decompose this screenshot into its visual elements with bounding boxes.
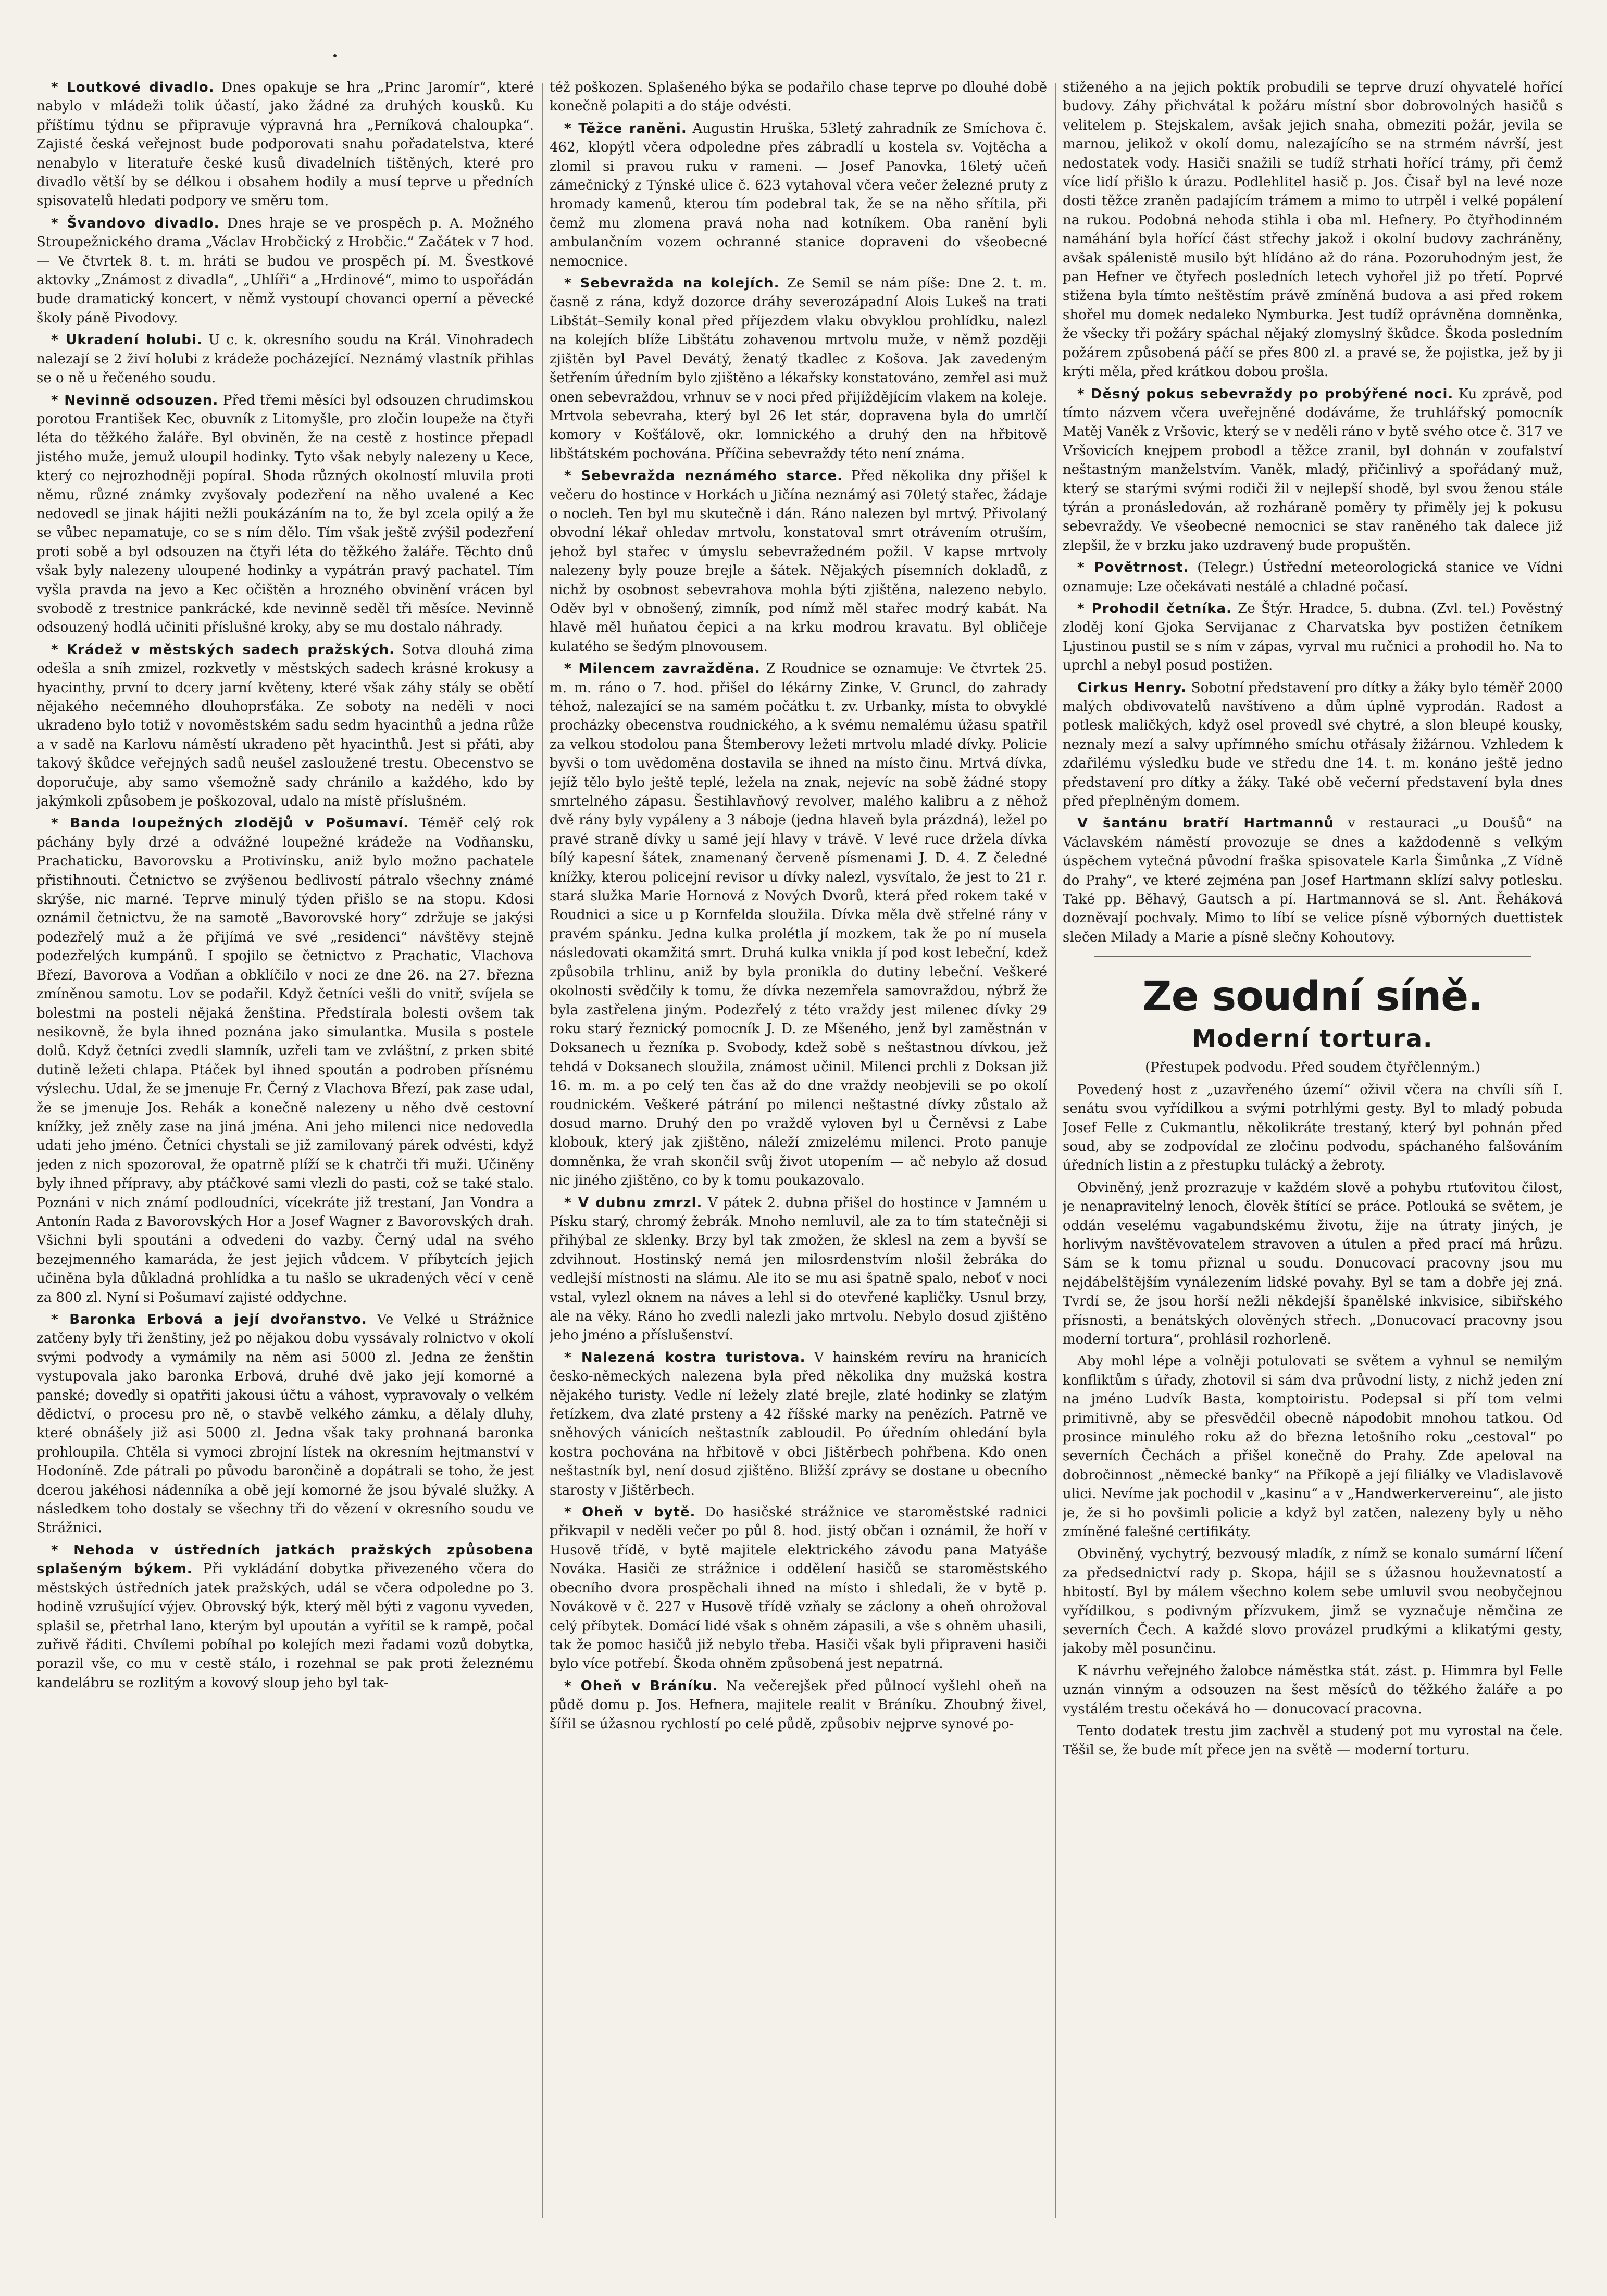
news-headline: * Oheň v Bráníku. [564, 1678, 718, 1694]
news-headline: * Prohodil četníka. [1077, 600, 1232, 617]
news-headline: * Sebevražda na kolejích. [564, 275, 780, 292]
article-title: Moderní tortura. [1192, 1024, 1434, 1053]
news-headline: * Švandovo divadlo. [51, 215, 220, 231]
news-headline: * Těžce raněni. [564, 120, 687, 136]
news-body: Ve Velké u Strážnice zatčeny byly tři ženštiny, jež po nějakou dobu vyssávaly rolnictvo v okolí svými podvody a vymámily na něm asi 5000 zl. Jedna ze ženštin vystupovala jako baronka Erbová, druhé dvě jako její komorné a panské; dovedly si opatřiti jakousi účtu a váhost, vypravovaly o velkém dědictví, o procesu pro ně, o stavbě velkého zámku, a dělaly dluhy, které obnášely již asi 5000 zl. Jedna však taky prohnaná baronka prohloupila. Chtěla si vymoci zbrojní lístek na okresním hejtmanství v Hodoníně. Zde pátrali po původu barončině a dopátrali se toho, že jest dcerou jakéhosi nádenníka a obě její komorné že jsou bývalé služky. A následkem toho dostaly se všechny tři do vězení v okresního soudu ve Strážnici. [36, 1312, 534, 1536]
news-body: Ze Semil se nám píše: Dne 2. t. m. časně z rána, když dozorce dráhy severozápadní Alois Lukeš na trati Libštát–Semily konal před příjezdem vlaku obvyklou prohlídku, nalezl na kolejích blíže Libštátu zohavenou mrtvolu muže, v němž později zjištěn byl Pavel Devátý, ženatý tkadlec z Košova. Jak zavedeným šetřením úředním bylo zjištěno a lékařsky konstatováno, zemřel asi muž onen sebevraždou, vrhnuv se v noci před přijíždějícím vlakem na koleje. Mrtvola sebevraha, který byl 26 let stár, dopravena byla do umrlčí komory v Košťálově, okr. lomnického a druhý den na hřbitově libštátském pochována. Příčina sebevraždy této není známa. [550, 275, 1047, 462]
news-item [36, 214, 534, 328]
news-item [550, 274, 1047, 463]
news-body: Před několika dny přišel k večeru do hostince v Horkách u Jičína neznámý asi 70letý stařec, žádaje o nocleh. Ten byl mu skutečně i dán. Ráno nalezen byl mrtvý. Přivolaný obvodní lékař ohledav mrtvolu, konstatoval smrt otrávením otruším, jehož byl stařec v úmyslu sebevražedném požil. V kapse mrtvoly nalezeny byly pouze brejle a šátek. Nějakých písemních dokladů, z nichž by osobnost sebevrahova mohla býti zjištěna, nalezeno nebylo. Oděv byl v obnošený, zimník, pod nímž měl stařec modrý kabát. Na hlavě měl huňatou čepici a na krku modrou kravatu. Byl obličeje kulatého se šedým plnovousem. [550, 468, 1047, 655]
news-headline: * Krádež v městských sadech pražských. [51, 642, 395, 658]
article-paragraph: Povedený host z „uzavřeného území“ oživil včera na chvíli síň I. senátu svou vyřídilkou a svými potrhlými gesty. Byl to mladý pobuda Josef Felle z Cukmantlu, několikráte trestaný, který byl pohnán před soud, aby se zodpovídal ze zločinu podvodu, spáchaného falšováním úředních listin a z přestupku tulácký a žebroty. [1063, 1082, 1563, 1174]
news-body: V pátek 2. dubna přišel do hostince v Jamném u Písku starý, chromý žebrák. Mnoho nemluvil, ale za to tím statečněji si přihýbal ze sklenky. Brzy byl tak zmožen, že sklesl na zem a byvší se zdvihnout. Hostinský nemá jen milosrdenstvím nlošil žebráka do vedlejší místnosti na slámu. Ale ito se mu asi špatně spalo, neboť v noci vstal, vylezl oknem na náves a lehl si do otevřené kapličky. Usnul brzy, ale na věky. Ráno ho zvedli nalezli jako mrtvolu. Nebylo dosud zjištěno jeho jméno a příslušenství. [550, 1195, 1047, 1344]
article-paragraph: K návrhu veřejného žalobce náměstka stát. zást. p. Himmra byl Felle uznán vinným a odsouzen na šest měsíců do těžkého žaláře a po vystálém trestu očekává ho — donucovací pracovna. [1063, 1663, 1563, 1717]
news-headline: V šantánu bratří Hartmannů [1077, 815, 1335, 832]
news-headline: * Nehoda v ústředních jatkách pražských způsobena splašeným býkem. [36, 1542, 534, 1577]
news-body: Na večerejšek před půlnocí vyšlehl oheň na půdě domu p. Jos. Hefnera, majitele realit v Bráníku. Zhoubný živel, šířil se úžasnou rychlostí po celé půdě, způsobiv nejprve synové po- [550, 1678, 1047, 1732]
article-paragraph: Obviněný, jenž prozrazuje v každém slově a pohybu rtuťovitou čilost, je nenapravitelný lenoch, člověk štítící se práce. Potlouká se světem, je oddán veselému vagabundskému životu, žije na útraty jiných, je horlivým navštěvovatelem stravoven a útulen a před prací má hrůzu. Sám se k tomu přiznal u soudu. Donucovací pracovny jsou mu nejdábelštějším vynálezením lidské povahy. Byl se tam a dobře jej zná. Tvrdí se, že jsou horší nežli někdejší španělské inkvisice, sibiřského přísnosti, a benátských olověných střech. „Donucovací pracovny jsou moderní tortura“, prohlásil rozhorleně. [1063, 1180, 1563, 1347]
article-paragraph: Obviněný, vychytrý, bezvousý mladík, z nímž se konalo sumární líčení za předsednictví rady p. Skopa, hájil se s úžasnou houževnatostí a hbitostí. Byl by málem všechno kolem sebe umluvil svou neobyčejnou vyřídilkou, s podivným přízvukem, jimž se vyznačuje němčina ze severních Čech. A každé slovo provázel prudkými a klikatými gesty, jakoby měl posunčinu. [1063, 1546, 1563, 1657]
news-item [550, 1677, 1047, 1734]
news-item [550, 1348, 1047, 1500]
news-body: Do hasičské strážnice ve staroměstské radnici přikvapil v neděli večer po půl 8. hod. jistý občan i oznámil, že hoří v Husově třídě, v bytě majitele elektrického závodu pana Matyáše Nováka. Hasiči ze strážnice i oddělení hasičů se staroměstského obecního dvora prospěchali ihned na místo i shledali, že v bytě p. Novákově v č. 227 v Husově třídě vzňaly se záclony a oheň ohrožoval celý příbytek. Domácí lidé však s ohněm zápasili, a vše s ohněm uhasili, tak že pomoc hasičů již nebylo třeba. Hasiči však byli připraveni hasiči bylo více potřebí. Škoda ohněm způsobená jest nepatrná. [550, 1504, 1047, 1672]
news-headline: * Loutkové divadlo. [51, 80, 215, 95]
news-body: V hainském revíru na hranicích česko-německých nalezena byla před několika dny mužská kostra nějakého turisty. Vedle ní ležely zlaté brejle, zlaté hodinky se zlatým řetízkem, dva zlaté prsteny a 42 říšské marky na penězích. Patrně ve sněhových vánicích neštastník zabloudil. Po úředním ohledání byla kostra pochována na hřbitově v obci Jištěrbech pohřbena. Kdo onen neštastník byl, není dosud zjištěno. Bližší zprávy se dostane u obecního starosty v Jištěrbech. [550, 1349, 1047, 1498]
news-body: Ku zprávě, pod tímto názvem včera uveřejněné dodáváme, že truhlářský pomocník Matěj Vaněk z Vršovic, který se v neděli ráno v bytě svého otce č. 317 ve Vršovicích knejpem probodl a těžce zranil, byl dohnán v zoufalství neštastným manželstvím. Vaněk, mladý, přičinlivý a spořádaný muž, který se starými svými rodiči žil v nejlepší shodě, byl svou ženou stále týrán a pronásledován, až rozháraně poměry ty přiměly jej k pokusu sebevraždy. Ve všeobecné nemocnici se stav raněného tak dalece již zlepšil, že v brzku jako uzdravený bude propuštěn. [1063, 386, 1563, 554]
news-item [1063, 78, 1563, 382]
news-item [1063, 814, 1563, 947]
court-article [1063, 1081, 1563, 1760]
news-body: Téměř celý rok páchány byly drzé a odvážné loupežné krádeže na Vodňansku, Prachaticku, Bavorovsku a Protivínsku, aniž bylo možno pachatele přistihnouti. Četnictvo se zvýšenou bedlivostí pátralo všechny známé skrýše, nic marné. Teprve minulý týden přišlo se na stopu. Kdosi oznámil četnictvu, že na samotě „Bavorovské hory“ zdržuje se jakýsi podezřelý muž a že přijímá ve své „residenci“ návštěvy stejně podezřelých kumpánů. I spojilo se četnictvo z Prachatic, Vlachova Březí, Bavorova a Vodňan a obklíčilo v noci ze dne 26. na 27. března zmíněnou samotu. Lov se podařil. Když četníci vešli do vnitř, svíjela se bolestmi na posteli nějaká ženština. Předstírala bolesti ovšem tak nesikovně, že byla ihned poznána jako simulantka. Musila s postele dolů. Když četníci zvedli slamník, uzřeli tam ve zvláštní, z prken sbité dutině ležeti chlapa. Ptáček byl ihned spoután a podroben přísnému výslechu. Udal, že se jmenuje Fr. Černý z Vlachova Březí, pak zase udal, že se jmenuje Jos. Rehák a konečně nalezeny u něho dvě cestovní knížky, jež zněly zase na jiná jména. Ani jeho milenci nice nedovedla udati jeho jméno. Četníci chystali se již zamilovaný párek odvésti, když jeden z nich spozoroval, že opatrně plíží se k chatrči tři muži. Učiněny byly ihned přípravy, aby ptáčkové sami vlezli do pasti, což se také stalo. Poznáni v nich známí podloudníci, vícekráte již trestaní, Jan Vondra a Antonín Rada z Bavorovských Hor a Josef Wagner z Bavorovských drah. Všichni byli spoutáni a odvedeni do vazby. Černý udal na svého bezejmenného kamaráda, že jest jejich vůdcem. V příbytcích jejich učiněna byla důkladná prohlídka a tu našlo se ukradených věcí v ceně za 800 zl. Nyní si Pošumaví zajisté oddychne. [36, 815, 534, 1306]
news-body: Dnes hraje se ve prospěch p. A. Možného Stroupežnického drama „Václav Hrobčický z Hrobčic.“ Začátek v 7 hod. — Ve čtvrtek 8. t. m. hráti se budou ve prospěch pí. M. Švestkové aktovky „Známost z divadla“, „Uhlíři“ a „Hrdinové“, mimo to uspořádán bude dramatický koncert, v němž vystoupí chovanci operní a pěvecké školy páně Pivodovy. [36, 215, 534, 326]
column-1 [36, 78, 534, 2234]
news-body: též poškozen. Splašeného býka se podařilo chase teprve po dlouhé době konečně polapiti a do stáje odvésti. [550, 80, 1047, 115]
news-body: Dnes opakuje se hra „Princ Jaromír“, které nabylo v mládeži tolik účastí, jako žádné za druhých kousků. Ku příštímu týdnu se připravuje výpravná hra „Perníková chaloupka“. Zajisté česká veřejnost bude podporovati snahu pořadatelstva, které nenabylo v literatuře české kusů divadelních tištěných, které pro divadlo větší by se délkou i obsahem hodily a musí teprve u předních spisovatelů hledati podpory ve směru tom. [36, 80, 534, 209]
news-headline: * Baronka Erbová a její dvořanstvo. [51, 1312, 367, 1327]
news-body: Z Roudnice se oznamuje: Ve čtvrtek 25. m. m. ráno o 7. hod. přišel do lékárny Zinke, V. Gruncl, do zahrady téhož, nalezající se na samém počátku t. zv. Urbanky, místa to obvyklé procházky obecenstva roudnického, a k svému nemalému úžasu spatřil za velkou stodolou pana Štemberovy ležeti mrtvolu mladé dívky. Policie byvši o tom uvědoměna dostavila se ihned na místo činu. Mrtvá dívka, jejíž tělo bylo ještě teplé, ležela na znak, nejevíc na sobě žádné stopy smrtelného zápasu. Šestihlavňový revolver, malého kalibru a z něhož dvě rány byly vypáleny a 3 náboje (jedna hlaveň byla prázdná), ležel po pravé straně dívky u samé její hlavy v trávě. V levé ruce držela dívka bílý kapesní šátek, znamenaný červeně písmenami J. D. 4. Z čeledné knížky, kterou policejní revisor u dívky nalezl, vysvítalo, že jest to 21 r. stará služka Marie Hornová z Nových Dvorů, která před rokem také v Roudnici a sice u p Kornfelda sloužila. Dívka měla dvě střelné rány v pravém spánku. Jedna kulka prolétla jí mozkem, tak že po ní musela následovati okamžitá smrt. Druhá kulka vnikla jí pod kost lebeční, kdež způsobila trhlinu, aniž by byla pronikla do dutiny lebeční. Veškeré okolnosti svědčily k tomu, že dívka nezemřela samovraždou, nýbrž že byla zastřelena jiným. Podezřelý z této vraždy jest milenec dívky 29 roku starý řeznický pomocník J. D. ze Mšeného, jenž byl zaměstnán v Doksanech u řezníka p. Svobody, kdež sobě s neštastnou dívkou, jež tehdá v Doksanech sloužila, známost učinil. Milenci prchli z Doksan již 16. m. m. a po celý ten čas až do dne vraždy neobjevili se po okolí roudnickém. Veškeré pátrání po milenci neštastné dívky zůstalo až dosud marno. Druhý den po vraždě vyloven byl u Černěvsi z Labe klobouk, který jak zjištěno, náleží zmizelému milenci. Proto panuje domněnka, že vrah skončil svůj život utopením — ač nebylo až dosud nic jiného zjištěno, co by k tomu poukazovalo. [550, 661, 1047, 1189]
news-item [1063, 679, 1563, 811]
news-item [550, 467, 1047, 656]
news-item [36, 78, 534, 211]
news-body: (Telegr.) Ústřední meteorologická stanice ve Vídni oznamuje: Lze očekávati nestálé a chladné počasí. [1063, 560, 1563, 595]
news-headline: * Oheň v bytě. [564, 1504, 696, 1521]
news-item [1063, 599, 1563, 675]
section-title: Ze soudní síně. [1142, 973, 1483, 1021]
news-headline: * Povětrnost. [1077, 560, 1189, 576]
news-headline: * Ukradení holubi. [51, 332, 203, 348]
news-items [1063, 78, 1563, 947]
news-item [1063, 558, 1563, 596]
news-body: Při vykládání dobytka přivezeného včera do městských ústředních jatek pražských, udál se včera odpoledne po 3. hodině vzrušující výjev. Obrovský býk, který měl býti z vagonu vyveden, splašil se, přetrhal lano, kterým byl upoután a vyřítil se k rampě, počal zuřivě řáditi. Chvílemi pobíhal po kolejích mezi řadami vozů dobytka, porazil vše, co mu v cestě stálo, i rozehnal se pak proti železnému kandelábru se rozlitým a kovový sloup jeho byl tak- [36, 1561, 534, 1691]
news-item [550, 1503, 1047, 1674]
news-item [550, 78, 1047, 116]
news-item [1063, 385, 1563, 556]
news-headline: * Nevinně odsouzen. [51, 392, 219, 408]
news-body: Sobotní představení pro dítky a žáky bylo téměř 2000 malých obdivovatelů navštíveno a dům úplně vyprodán. Radost a potlesk maličkých, když osel provedl své chytré, a slon bleupé kousky, neznaly mezí a salvy upřímného smíchu otřásaly žižárnou. Vzhledem k zdařilému výsledku bude ve středu dne 14. t. m. konáno ještě jedno představení pro dítky a žáky. Také obě večerní představení byla dnes před přeplněným domem. [1063, 680, 1563, 810]
news-headline: * V dubnu zmrzl. [564, 1195, 703, 1211]
article-paragraph: Aby mohl lépe a volněji potulovati se světem a vyhnul se nemilým konfliktům s úřady, zhotovil si sám dva průvodní listy, z nichž jeden zní na jméno Ludvík Basta, komptoiristu. Podepsal si pří tom velmi primitivně, aby se přesvědčil obecně nápodobit mnohou tatkou. Od prosince minulého roku až do března letošního roku „cestoval“ po severních Čechách a přišel konečně do Prahy. Zde apeloval na dobročinnost „německé banky“ na Příkopě a její filiálky ve Vladislavově ulici. Nevíme jak pochodil v „kasinu“ a v „Handwerkervereinu“, ale jisto je, že si ho povšimli policie a když byl zatčen, nalezeny byly u něho zmíněné falešné certifikáty. [1063, 1353, 1563, 1540]
column-2 [550, 78, 1047, 2234]
news-body: Augustin Hruška, 53letý zahradník ze Smíchova č. 462, klopýtl včera odpoledne přes zábradlí u kostela sv. Vojtěcha a zlomil si pravou ruku v rameni. — Josef Panovka, 16letý učeň zámečnický z Týnské ulice č. 623 vytahoval včera večer železné pruty z hromady kamenů, kterou tím podebral tak, že se na něho sřítila, při čemž mu zlomena pravá noha nad kotníkem. Oba ranění byli ambulančním vozem ochranné stanice dopraveni do všeobecné nemocnice. [550, 120, 1047, 269]
news-body: stiženého a na jejich poktík probudili se teprve druzí ohyvatelé hořící budovy. Záhy přichvátal k požáru místní sbor dobrovolných hasičů s velitelem p. Stejskalem, avšak jejich snaha, obmeziti požár, jevila se marnou, jelikož v okolí domu, nalezajícího se na strmém návrší, jest nedostatek vody. Hasiči snažili se tudíž strhati hořící trámy, při čemž více lidí přišlo k úrazu. Podlehlitel hasič p. Jos. Čisař byl na levé noze dosti těžce zraněn padajícím trámem a mimo to utrpěl i velké popálení na rukou. Podobná nehoda stihla i oba ml. Hefnery. Po čtyřhodinném namáhání byla hořící část střechy jakož i okolní budovy zachráněny, avšak spálenistě musilo být hlídáno až do rána. Pozoruhodným jest, že pan Hefner ve čtyřech posledních letech vyhořel již po třetí. Poprvé stižena byla tímto neštěstím právě zmíněná budova a asi před rokem shořel mu domek nedaleko Nymburka. Jest tudíž oprávněna domněnka, že všecky tři požáry spáchal nějaký zlomyslný škůdce. Škoda posledním požárem způsobená páčí se přes 800 zl. a pravé se, že pojistka, jež by ji krýti měla, před krátkou dobou prošla. [1063, 80, 1563, 380]
news-body: v restauraci „u Doušů“ na Václavském náměstí provozuje se dnes a každodenně s velkým úspěchem vytečná původní fraška spisovatele Karla Šimůnka „Z Vídně do Prahy“, ve které zejména pan Josef Hartmann sklízí salvy potlesku. Také pp. Běhavý, Gautsch a pí. Hartmannová se sl. Ant. Řeháková dozněvají pochvaly. Mimo to líbí se velice písně výborných duettistek slečen Milady a Marie a písně slečny Kohoutovy. [1063, 815, 1563, 945]
news-body: Ze Štýr. Hradce, 5. dubna. (Zvl. tel.) Pověstný zloděj koní Gjoka Servijanac z Charvatska byv postižen četníkem Ljustinou pustil se s ním v zápas, vyrval mu ručnici a prohodil ho. Na to uprchl a nebyl posud postižen. [1063, 600, 1563, 674]
news-item [36, 641, 534, 811]
column-divider [1055, 83, 1056, 2218]
news-item [550, 119, 1047, 271]
news-item [550, 1194, 1047, 1345]
news-item [550, 659, 1047, 1190]
news-item [36, 331, 534, 387]
section-rule [1094, 956, 1531, 957]
news-item [36, 1310, 534, 1538]
news-body: U c. k. okresního soudu na Král. Vinohradech nalezají se 2 živí holubi z krádeže pocházející. Neznámý vlastník přihlas se o ně u řečeného soudu. [36, 332, 534, 386]
news-headline: * Sebevražda neznámého starce. [564, 468, 843, 484]
column-3 [1063, 78, 1563, 2234]
print-speck [333, 54, 337, 57]
news-item [36, 814, 534, 1307]
news-headline: * Milencem zavražděna. [564, 661, 761, 677]
column-divider [542, 83, 543, 2218]
news-headline: * Nalezená kostra turistova. [564, 1349, 806, 1365]
news-item [36, 1541, 534, 1692]
news-headline: Cirkus Henry. [1077, 680, 1187, 696]
news-headline: * Banda loupežných zlodějů v Pošumaví. [51, 815, 409, 832]
article-lead: (Přestupek podvodu. Před soudem čtyřčlenným.) [1145, 1060, 1480, 1076]
news-item [36, 391, 534, 637]
news-headline: * Děsný pokus sebevraždy po probýřené noci. [1077, 386, 1454, 402]
news-body: Před třemi měsíci byl odsouzen chrudimskou porotou František Kec, obuvník z Litomyšle, pro zločin loupeže na čtyři léta do těžkého žaláře. Byl obviněn, že na cestě z hostince přepadl jistého muže, jemuž uloupil hodinky. Tyto však nebyly nalezeny u Kece, který co nejrozhodněji popíral. Shoda různých okolností mluvila proti němu, různé známky zvyšovaly podezření na něho uvalené a Kec nedovedl se jinak hájiti nežli poukázáním na to, že byl zcela opilý a že se vůbec nepamatuje, co se s ním dělo. Tím však ještě zvýšil podezření proti sobě a byl odsouzen na čtyři léta do těžkého žaláře. Těchto dnů však byly nalezeny uloupené hodinky a vypátrán pravý pachatel. Tím vyšla pravda na jevo a Kec očištěn a hrozného obvinění vrácen byl svobodě z trestnice pankrácké, kde nevinně seděl tři měsíce. Nevinně odsouzený hodlá učiniti příslušné kroky, aby se mu dostalo náhrady. [36, 392, 534, 636]
article-paragraph: Tento dodatek trestu jim zachvěl a studený pot mu vyrostal na čele. Těšil se, že bude mít přece jen na světě — moderní torturu. [1063, 1723, 1563, 1758]
news-body: Sotva dlouhá zima odešla a sníh zmizel, rozkvetly v městských sadech krásné krokusy a hyacinthy, první to dcery jarní květeny, které však záhy stály se obětí nějakého nečemného dlouhoprsťáka. Ze soboty na neděli v noci ukradeno bylo totiž v novoměstském sadu sedm hyacinthů a jedna růže a v sadě na Karlovu náměstí ukradeno pět hyacinthů. Jest si přáti, aby takový škůdce veřejných sadů neušel zasloužené trestu. Obecenstvo se doporučuje, aby samo všemožně sady chránilo a každého, kdo by jakýmkoli způsobem je poškozoval, udalo na místě příslušném. [36, 642, 534, 810]
